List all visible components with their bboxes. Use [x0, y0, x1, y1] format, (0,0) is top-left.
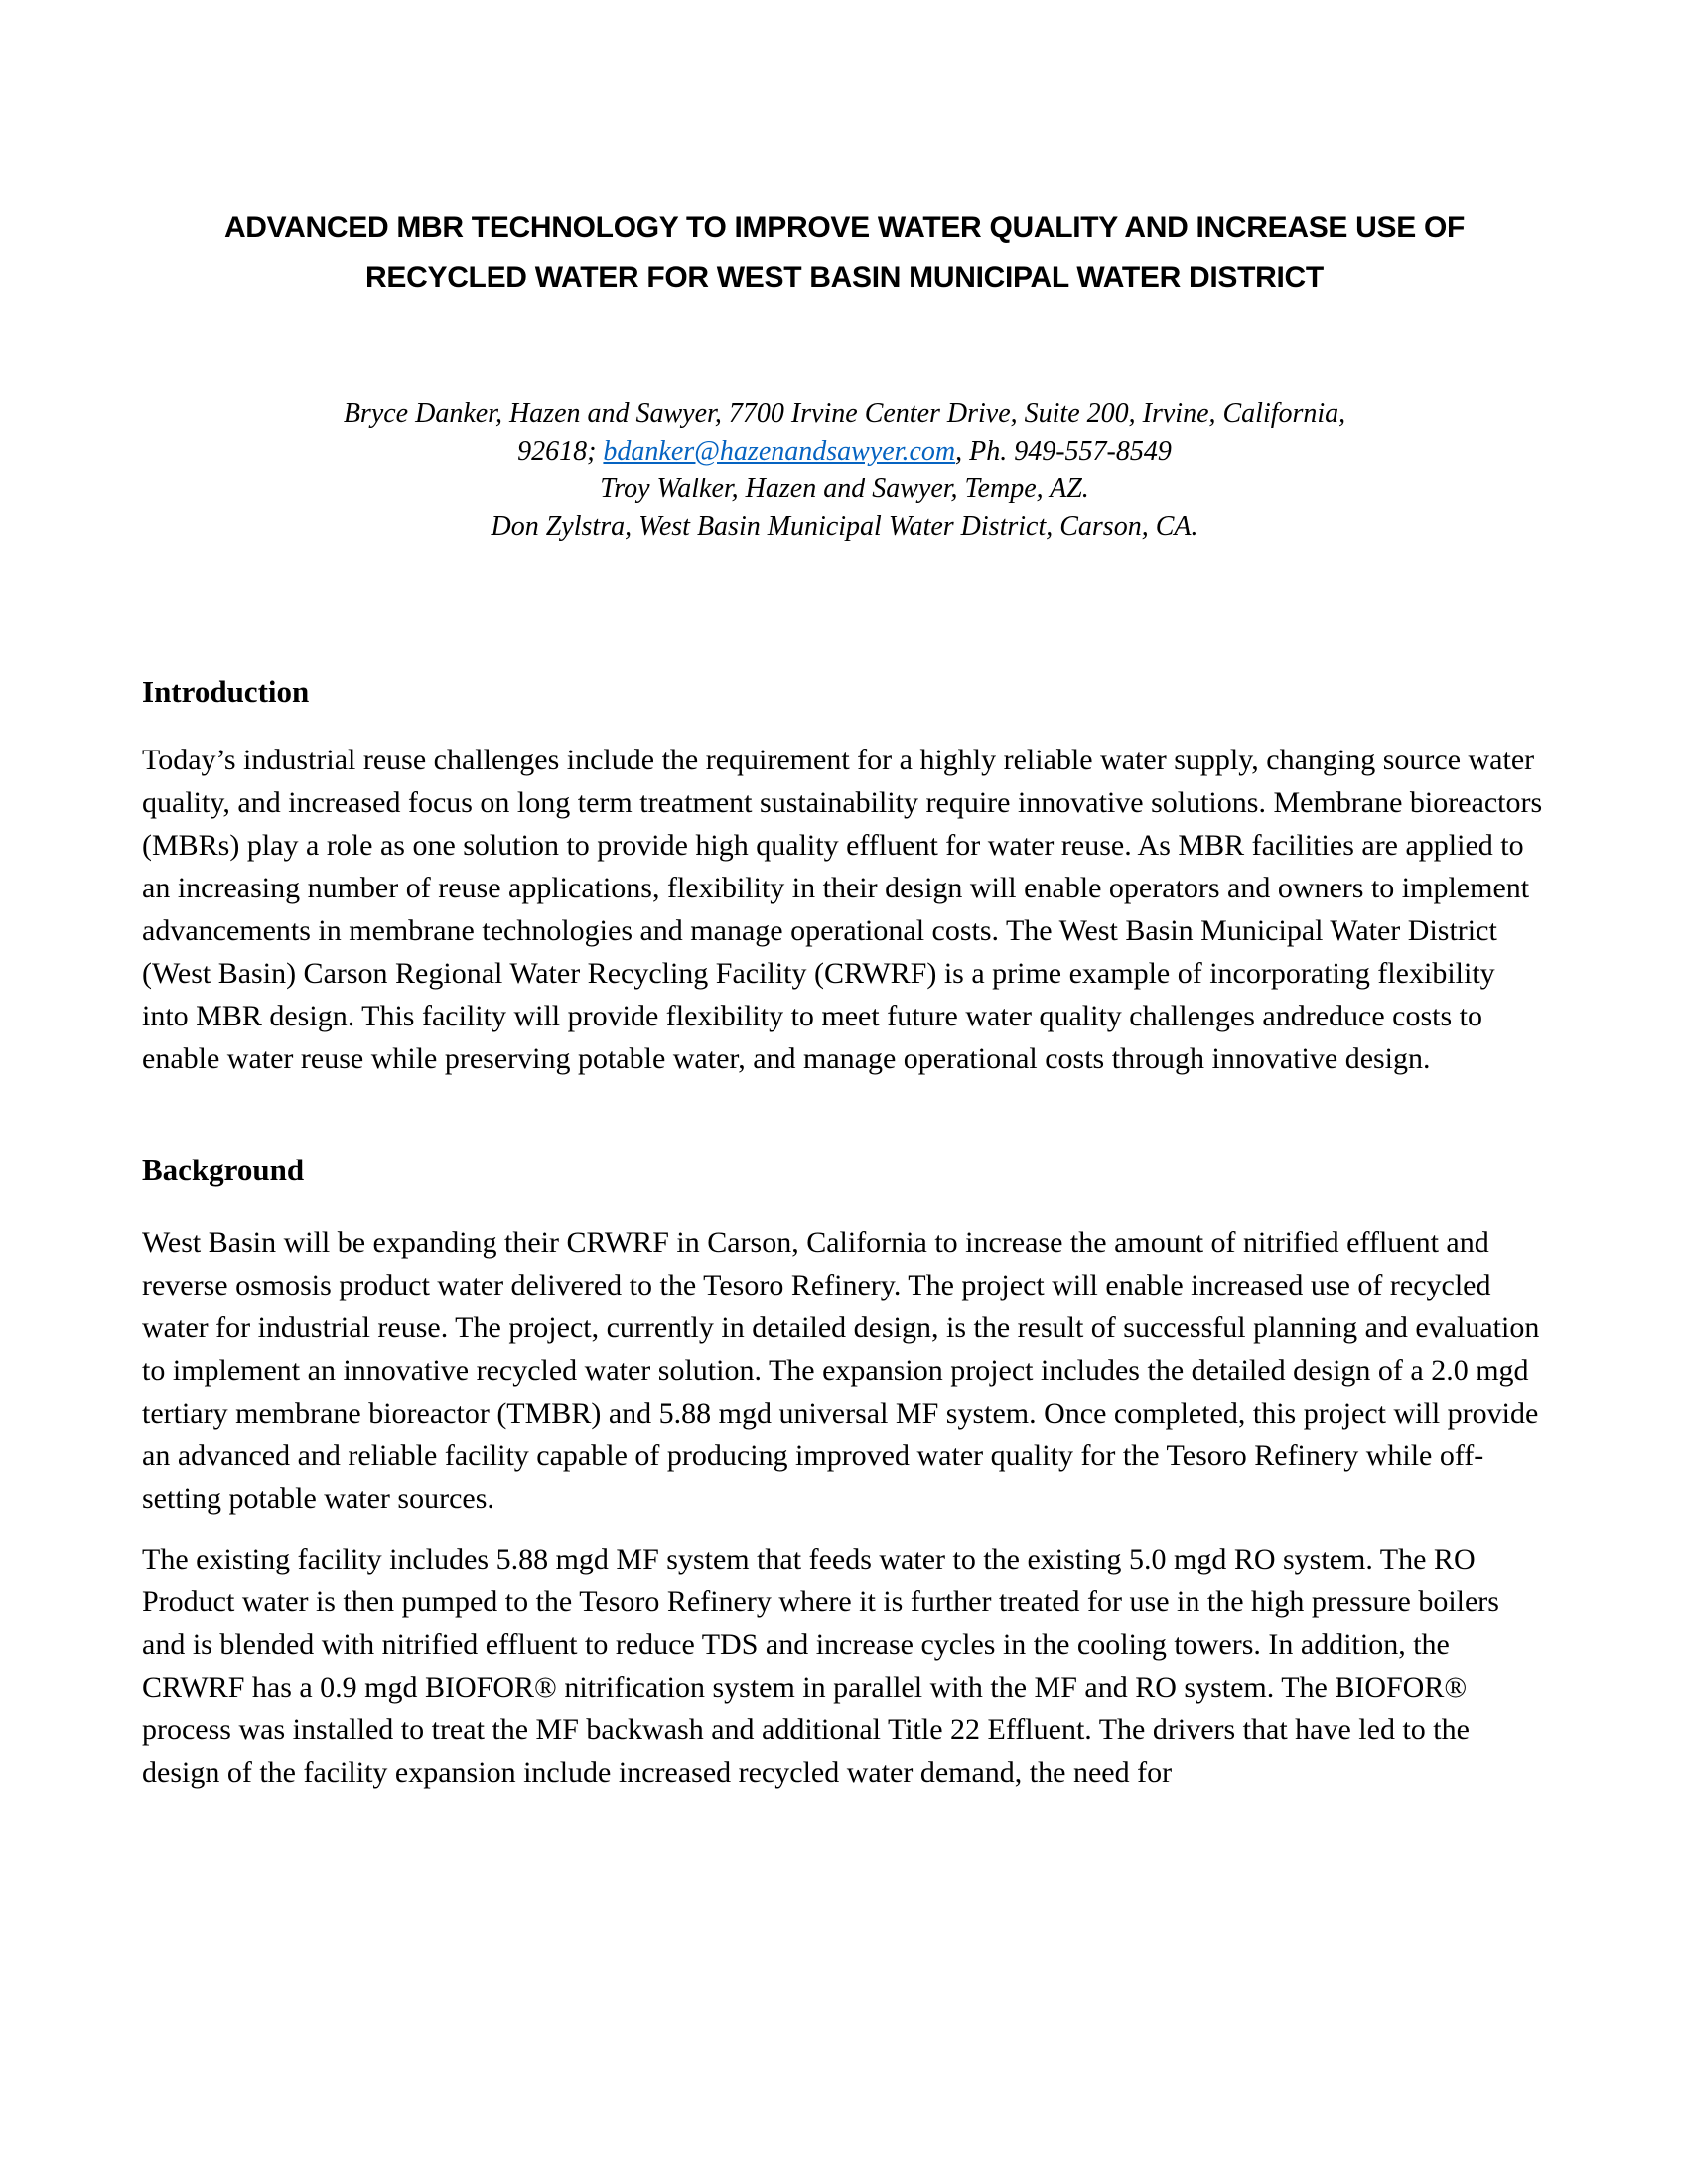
author-line-1: [142, 395, 1547, 433]
paper-title: ADVANCED MBR TECHNOLOGY TO IMPROVE WATER QUALITY AND INCREASE USE OF RECYCLED WATER FOR WEST BASIN MUNICIPAL WATER DISTRICT: [223, 211, 1466, 294]
paragraph-introduction: Today’s industrial reuse challenges include the requirement for a highly reliable water supply, changing source water quality, and increased focus on long term treatment sustainability require innovative solutions. Membrane bioreactors (MBRs) play a role as one solution to provide high quality effluent for water reuse. As MBR facilities are applied to an increasing number of reuse applications, flexibility in their design will enable operators and owners to implement advancements in membrane technologies and manage operational costs. The West Basin Municipal Water District (West Basin) Carson Regional Water Recycling Facility (CRWRF) is a prime example of incorporating flexibility into MBR design. This facility will provide flexibility to meet future water quality challenges andreduce costs to enable water reuse while preserving potable water, and manage operational costs through innovative design.: [142, 744, 1543, 1075]
author-line-2: [142, 433, 1547, 471]
author-line-2-suffix: , Ph. 949-557-8549: [955, 436, 1172, 467]
paragraph-background-2: The existing facility includes 5.88 mgd MF system that feeds water to the existing 5.0 mgd RO system. The RO Product water is then pumped to the Tesoro Refinery where it is further treated for use in the high pressure boilers and is blended with nitrified effluent to reduce TDS and increase cycles in the cooling towers. In addition, the CRWRF has a 0.9 mgd BIOFOR® nitrification system in parallel with the MF and RO system. The BIOFOR® process was installed to treat the MF backwash and additional Title 22 Effluent. The drivers that have led to the design of the facility expansion include increased recycled water demand, the need for: [142, 1543, 1499, 1789]
section-heading-background: Background: [142, 1153, 305, 1187]
author-line-4: [142, 508, 1547, 546]
author-block: [142, 395, 1547, 546]
author-line-3: [142, 471, 1547, 508]
author-line-4-text: Don Zylstra, West Basin Municipal Water District, Carson, CA.: [491, 511, 1198, 542]
paragraph-background-1: West Basin will be expanding their CRWRF in Carson, California to increase the amount of nitrified effluent and reverse osmosis product water delivered to the Tesoro Refinery. The project will enable increased use of recycled water for industrial reuse. The project, currently in detailed design, is the result of successful planning and evaluation to implement an innovative recycled water solution. The expansion project includes the detailed design of a 2.0 mgd tertiary membrane bioreactor (TMBR) and 5.88 mgd universal MF system. Once completed, this project will provide an advanced and reliable facility capable of producing improved water quality for the Tesoro Refinery while off-setting potable water sources.: [142, 1226, 1540, 1515]
author-line-2-prefix: 92618;: [517, 436, 604, 467]
author-email-link[interactable]: bdanker@hazenandsawyer.com: [603, 436, 956, 467]
section-heading-introduction: Introduction: [142, 674, 310, 709]
author-line-3-text: Troy Walker, Hazen and Sawyer, Tempe, AZ.: [600, 474, 1089, 504]
author-line-1-text: Bryce Danker, Hazen and Sawyer, 7700 Irvine Center Drive, Suite 200, Irvine, California,: [343, 398, 1346, 429]
